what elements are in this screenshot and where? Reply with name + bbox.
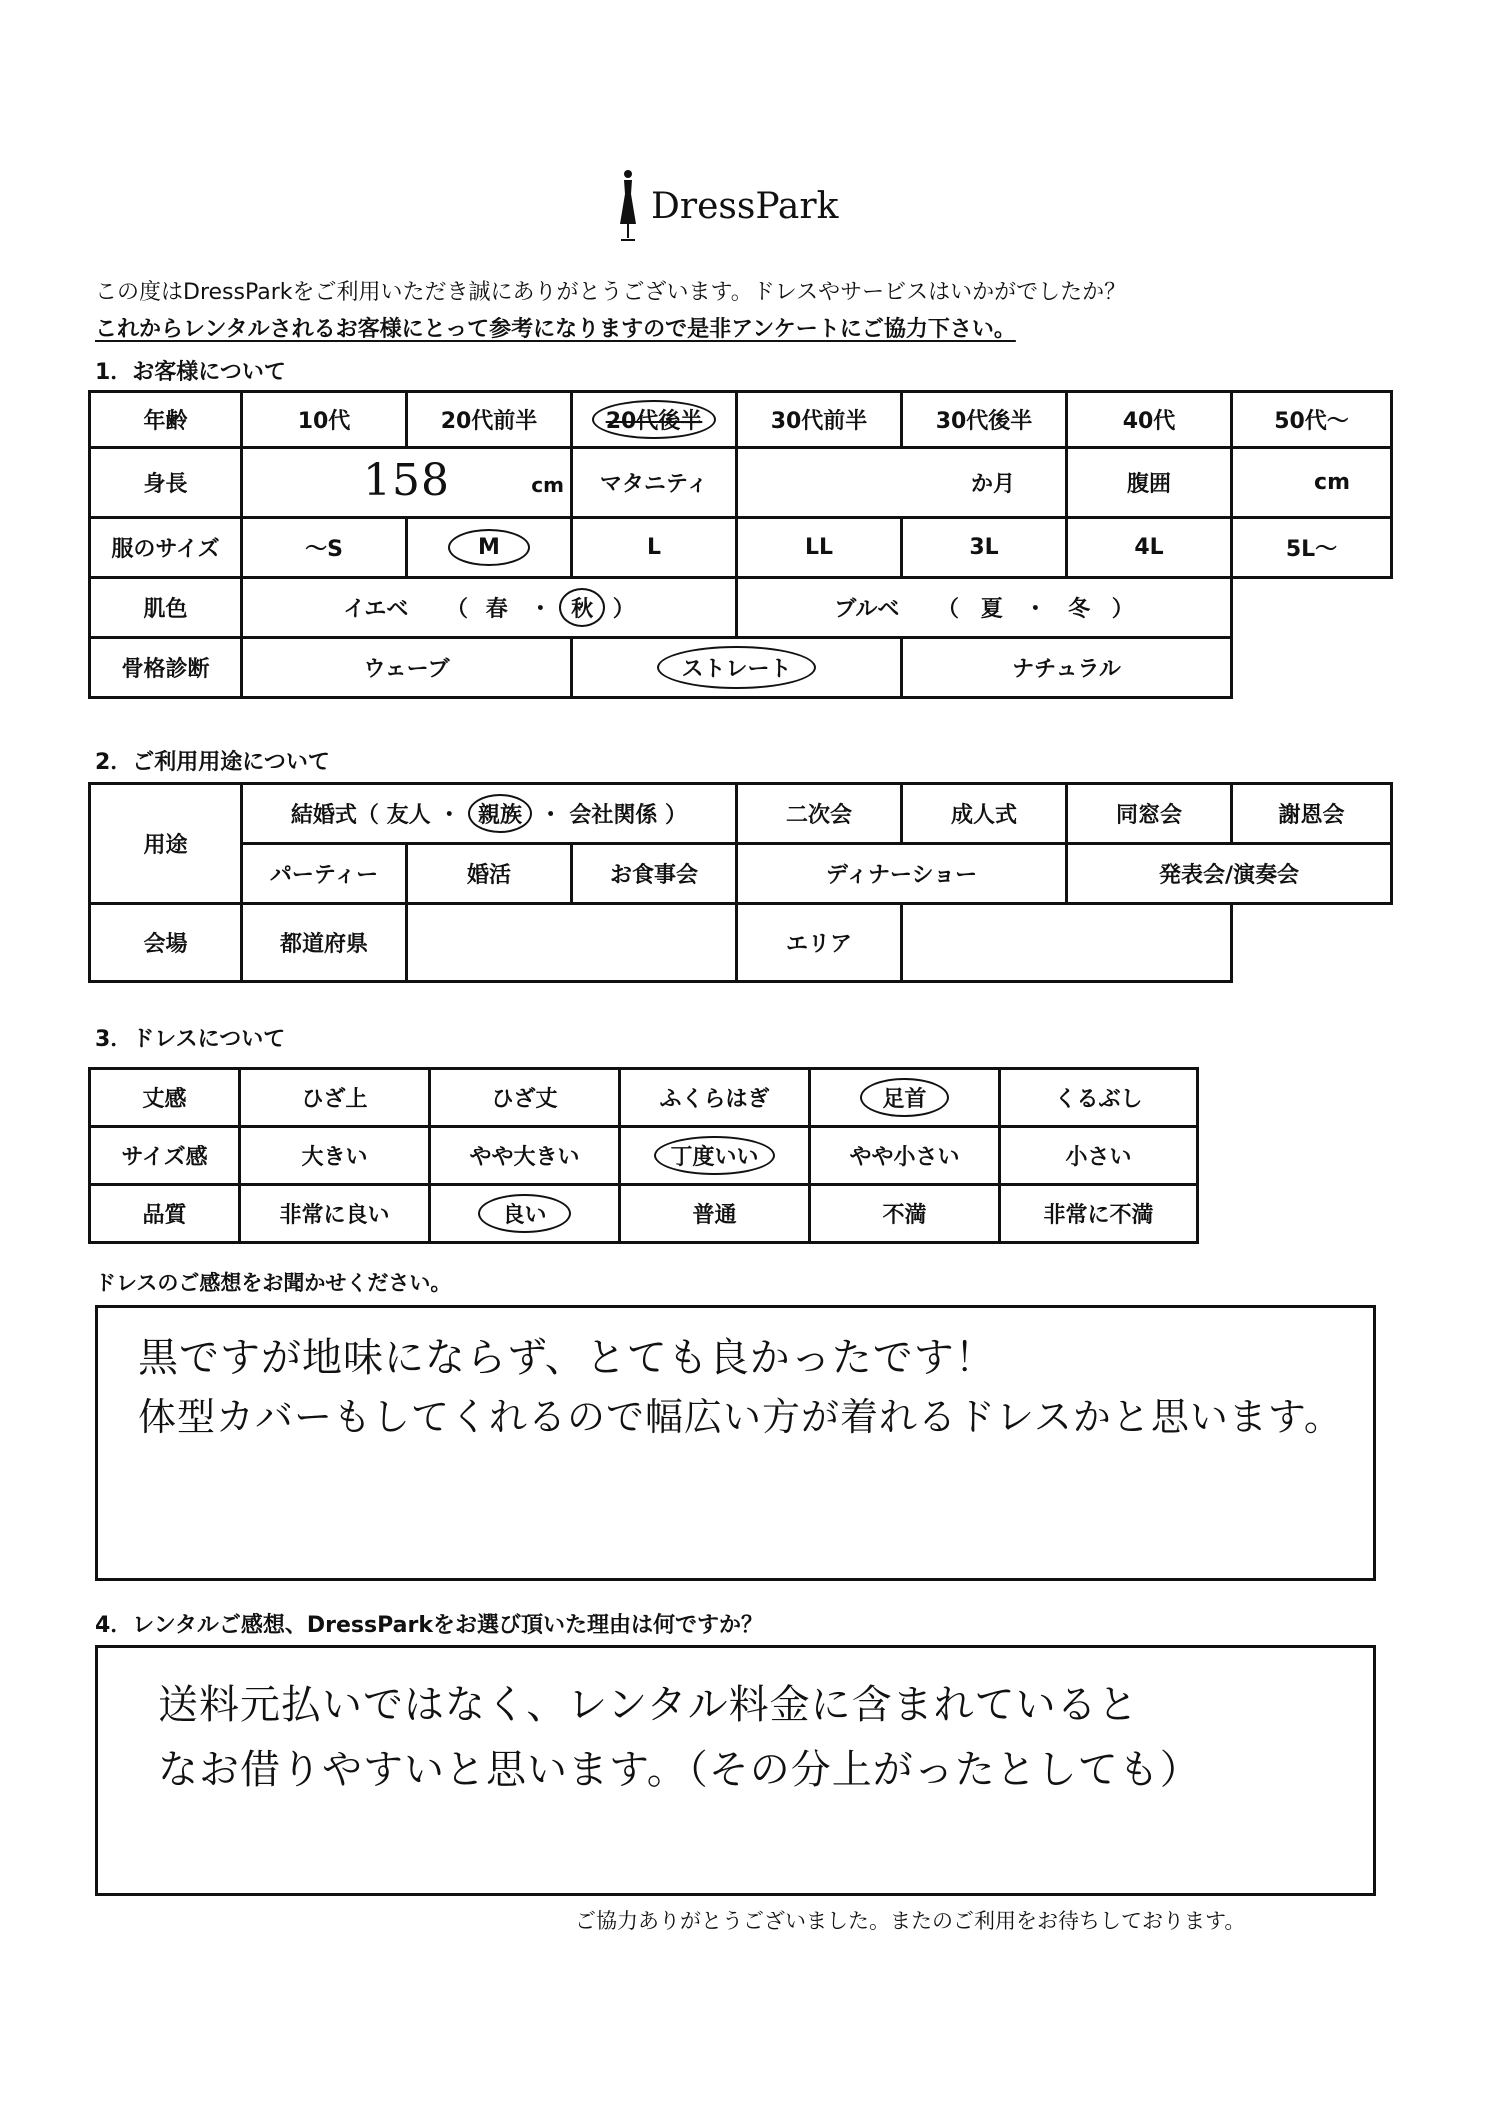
length-label: 丈感: [90, 1069, 240, 1127]
yellow-base-cell[interactable]: [242, 578, 737, 638]
fit-option[interactable]: 小さい: [1000, 1127, 1198, 1185]
answer-line: 送料元払いではなく、レンタル料金に含まれていると: [158, 1682, 1139, 1728]
age-option[interactable]: 50代～: [1232, 392, 1392, 448]
waist-unit[interactable]: cm: [1232, 448, 1392, 518]
height-value: 158: [363, 455, 450, 506]
prefecture-field[interactable]: [407, 904, 737, 982]
empty-cell: [1232, 904, 1392, 982]
separator-dot: ・: [539, 803, 562, 828]
separator-dot: ・: [438, 803, 461, 828]
section4-title: 4．レンタルご感想、DressParkをお選び頂いた理由は何ですか？: [95, 1613, 763, 1638]
section3-title: 3．ドレスについて: [95, 1027, 286, 1052]
height-unit: cm: [531, 473, 564, 497]
customer-table: [88, 390, 1393, 699]
selection-circle: 良い: [478, 1194, 570, 1233]
wedding-prefix: 結婚式（: [290, 803, 379, 828]
spring-option[interactable]: 春: [485, 597, 508, 622]
fit-option[interactable]: 大きい: [240, 1127, 430, 1185]
separator-dot: ・: [1024, 597, 1047, 622]
intro-text: この度はDressParkをご利用いただき誠にありがとうございます。ドレスやサービスはいかがでしたか？: [95, 280, 1127, 305]
size-option[interactable]: LL: [737, 518, 902, 578]
selection-circle: 20代後半: [592, 400, 717, 439]
maternity-months[interactable]: か月: [737, 448, 1067, 518]
age-option[interactable]: 30代前半: [737, 392, 902, 448]
purpose-option[interactable]: ディナーショー: [737, 844, 1067, 904]
quality-option[interactable]: 非常に良い: [240, 1185, 430, 1243]
age-option[interactable]: 40代: [1067, 392, 1232, 448]
quality-label: 品質: [90, 1185, 240, 1243]
fit-label: サイズ感: [90, 1127, 240, 1185]
area-label: エリア: [737, 904, 902, 982]
fit-option-selected[interactable]: [620, 1127, 810, 1185]
section1-title: 1．お客様について: [95, 360, 286, 385]
wedding-relative-option-selected[interactable]: 親族: [468, 794, 532, 833]
paren-close: ）: [1111, 597, 1134, 622]
wedding-cell[interactable]: [242, 784, 737, 844]
footer-thanks: ご協力ありがとうございました。またのご利用をお待ちしております。: [575, 1909, 1246, 1933]
selection-circle: 足首: [860, 1078, 948, 1117]
summer-option[interactable]: 夏: [980, 597, 1003, 622]
length-option-selected[interactable]: [810, 1069, 1000, 1127]
age-option-selected[interactable]: [572, 392, 737, 448]
skin-label: 肌色: [90, 578, 242, 638]
comment-prompt: ドレスのご感想をお聞かせください。: [95, 1271, 452, 1295]
age-option[interactable]: 10代: [242, 392, 407, 448]
wedding-suffix: ）: [665, 803, 688, 828]
age-option[interactable]: 30代後半: [902, 392, 1067, 448]
section2-title: 2．ご利用用途について: [95, 750, 330, 775]
dress-table: [88, 1067, 1199, 1244]
blue-base-cell[interactable]: [737, 578, 1232, 638]
rental-comment-box[interactable]: [95, 1645, 1376, 1896]
height-label: 身長: [90, 448, 242, 518]
length-option[interactable]: くるぶし: [1000, 1069, 1198, 1127]
selection-circle: M: [448, 529, 530, 566]
dress-comment-box[interactable]: [95, 1305, 1376, 1581]
brand-name: DressPark: [651, 185, 839, 227]
empty-cell: [1232, 638, 1392, 698]
autumn-option-selected[interactable]: 秋: [559, 588, 605, 627]
dress-icon: [615, 168, 641, 244]
length-option[interactable]: ひざ丈: [430, 1069, 620, 1127]
fit-option[interactable]: やや小さい: [810, 1127, 1000, 1185]
size-option[interactable]: 4L: [1067, 518, 1232, 578]
size-option-selected[interactable]: [407, 518, 572, 578]
comment-line: 黒ですが地味にならず、とても良かったです！: [138, 1335, 996, 1381]
empty-cell: [1232, 578, 1392, 638]
quality-option[interactable]: 普通: [620, 1185, 810, 1243]
age-option[interactable]: 20代前半: [407, 392, 572, 448]
length-option[interactable]: ふくらはぎ: [620, 1069, 810, 1127]
purpose-option[interactable]: 謝恩会: [1232, 784, 1392, 844]
yellow-base-label: イエベ: [343, 597, 409, 622]
intro-request: これからレンタルされるお客様にとって参考になりますので是非アンケートにご協力下さい。: [95, 317, 1016, 342]
purpose-option[interactable]: 成人式: [902, 784, 1067, 844]
venue-label: 会場: [90, 904, 242, 982]
height-cell[interactable]: [242, 448, 572, 518]
size-option[interactable]: ～S: [242, 518, 407, 578]
purpose-option[interactable]: 婚活: [407, 844, 572, 904]
prefecture-label: 都道府県: [242, 904, 407, 982]
maternity-label: マタニティ: [572, 448, 737, 518]
purpose-option[interactable]: 二次会: [737, 784, 902, 844]
fit-option[interactable]: やや大きい: [430, 1127, 620, 1185]
wedding-company-option[interactable]: 会社関係: [569, 803, 658, 828]
purpose-option[interactable]: 発表会/演奏会: [1067, 844, 1392, 904]
selection-circle: 丁度いい: [654, 1136, 774, 1175]
size-option[interactable]: 5L～: [1232, 518, 1392, 578]
winter-option[interactable]: 冬: [1068, 597, 1091, 622]
quality-option-selected[interactable]: [430, 1185, 620, 1243]
brand-logo: [615, 168, 838, 244]
purpose-label: 用途: [90, 784, 242, 904]
paren-open: （: [446, 597, 469, 622]
purpose-option[interactable]: パーティー: [242, 844, 407, 904]
size-label: 服のサイズ: [90, 518, 242, 578]
length-option[interactable]: ひざ上: [240, 1069, 430, 1127]
wedding-friend-option[interactable]: 友人: [386, 803, 431, 828]
paren-close: ）: [612, 597, 635, 622]
frame-option[interactable]: ウェーブ: [242, 638, 572, 698]
quality-option[interactable]: 不満: [810, 1185, 1000, 1243]
waist-label: 腹囲: [1067, 448, 1232, 518]
frame-option[interactable]: ナチュラル: [902, 638, 1232, 698]
separator-dot: ・: [529, 597, 552, 622]
size-option[interactable]: L: [572, 518, 737, 578]
frame-label: 骨格診断: [90, 638, 242, 698]
purpose-option[interactable]: 同窓会: [1067, 784, 1232, 844]
answer-line: なお借りやすいと思います。（その分上がったとしても）: [158, 1747, 1201, 1793]
comment-line: 体型カバーもしてくれるので幅広い方が着れるドレスかと思います。: [138, 1395, 1343, 1439]
size-option[interactable]: 3L: [902, 518, 1067, 578]
blue-base-label: ブルベ: [834, 597, 900, 622]
age-label: 年齢: [90, 392, 242, 448]
frame-option-selected[interactable]: [572, 638, 902, 698]
purpose-option[interactable]: お食事会: [572, 844, 737, 904]
purpose-table: [88, 782, 1393, 983]
area-field[interactable]: [902, 904, 1232, 982]
selection-circle: ストレート: [657, 646, 815, 689]
paren-open: （: [937, 597, 960, 622]
quality-option[interactable]: 非常に不満: [1000, 1185, 1198, 1243]
